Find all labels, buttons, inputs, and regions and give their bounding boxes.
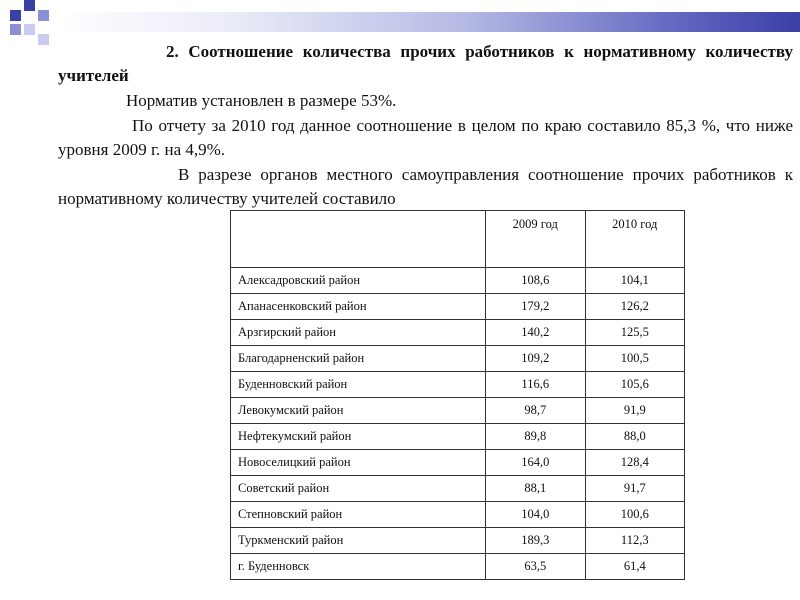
norm-paragraph: Норматив установлен в размере 53%.	[126, 91, 397, 110]
table-row	[231, 476, 685, 502]
district-name: Арзгирский район	[231, 320, 486, 346]
district-name: Благодарненский район	[231, 346, 486, 372]
ratio-table	[230, 210, 685, 580]
district-name: Туркменский район	[231, 528, 486, 554]
value-2010: 126,2	[585, 294, 685, 320]
table-row	[231, 294, 685, 320]
table-row	[231, 424, 685, 450]
value-2010: 100,5	[585, 346, 685, 372]
value-2010: 100,6	[585, 502, 685, 528]
district-name: Новоселицкий район	[231, 450, 486, 476]
deco-square	[24, 24, 35, 35]
value-2009: 89,8	[486, 424, 586, 450]
value-2009: 116,6	[486, 372, 586, 398]
value-2009: 63,5	[486, 554, 586, 580]
header-cell-2009: 2009 год	[486, 211, 586, 268]
table-row	[231, 528, 685, 554]
value-2009: 104,0	[486, 502, 586, 528]
table-row	[231, 320, 685, 346]
value-2010: 61,4	[585, 554, 685, 580]
table-row	[231, 268, 685, 294]
header-decoration-squares	[0, 0, 60, 46]
value-2010: 128,4	[585, 450, 685, 476]
district-name: Буденновский район	[231, 372, 486, 398]
section-title: 2. Соотношение количества прочих работников к нормативному количеству учителей	[58, 42, 793, 85]
value-2010: 91,9	[585, 398, 685, 424]
district-name: Левокумский район	[231, 398, 486, 424]
district-name: Апанасенковский район	[231, 294, 486, 320]
value-2009: 189,3	[486, 528, 586, 554]
value-2009: 140,2	[486, 320, 586, 346]
table-row	[231, 554, 685, 580]
table-row	[231, 502, 685, 528]
deco-square	[38, 10, 49, 21]
value-2010: 88,0	[585, 424, 685, 450]
value-2009: 164,0	[486, 450, 586, 476]
table-row	[231, 450, 685, 476]
deco-square	[38, 34, 49, 45]
header-cell-2010: 2010 год	[585, 211, 685, 268]
district-name: Нефтекумский район	[231, 424, 486, 450]
value-2009: 109,2	[486, 346, 586, 372]
value-2010: 104,1	[585, 268, 685, 294]
district-name: Советский район	[231, 476, 486, 502]
header-gradient-bar	[58, 12, 800, 32]
value-2009: 88,1	[486, 476, 586, 502]
table-row	[231, 372, 685, 398]
table-row	[231, 346, 685, 372]
value-2010: 125,5	[585, 320, 685, 346]
value-2009: 179,2	[486, 294, 586, 320]
district-name: Алексадровский район	[231, 268, 486, 294]
value-2009: 98,7	[486, 398, 586, 424]
deco-square	[24, 0, 35, 11]
district-name: Степновский район	[231, 502, 486, 528]
header-cell-empty	[231, 211, 486, 268]
value-2010: 112,3	[585, 528, 685, 554]
deco-square	[10, 24, 21, 35]
value-2010: 91,7	[585, 476, 685, 502]
table-header-row	[231, 211, 685, 268]
table-row	[231, 398, 685, 424]
document-body	[58, 40, 793, 211]
district-name: г. Буденновск	[231, 554, 486, 580]
deco-square	[10, 10, 21, 21]
report-paragraph: По отчету за 2010 год данное соотношение в целом по краю составило 85,3 %, что ниже уровня 2009 г. на 4,9%.	[58, 116, 793, 159]
section-paragraph: В разрезе органов местного самоуправления соотношение прочих работников к нормативному количеству учителей составило	[58, 165, 793, 208]
value-2009: 108,6	[486, 268, 586, 294]
value-2010: 105,6	[585, 372, 685, 398]
